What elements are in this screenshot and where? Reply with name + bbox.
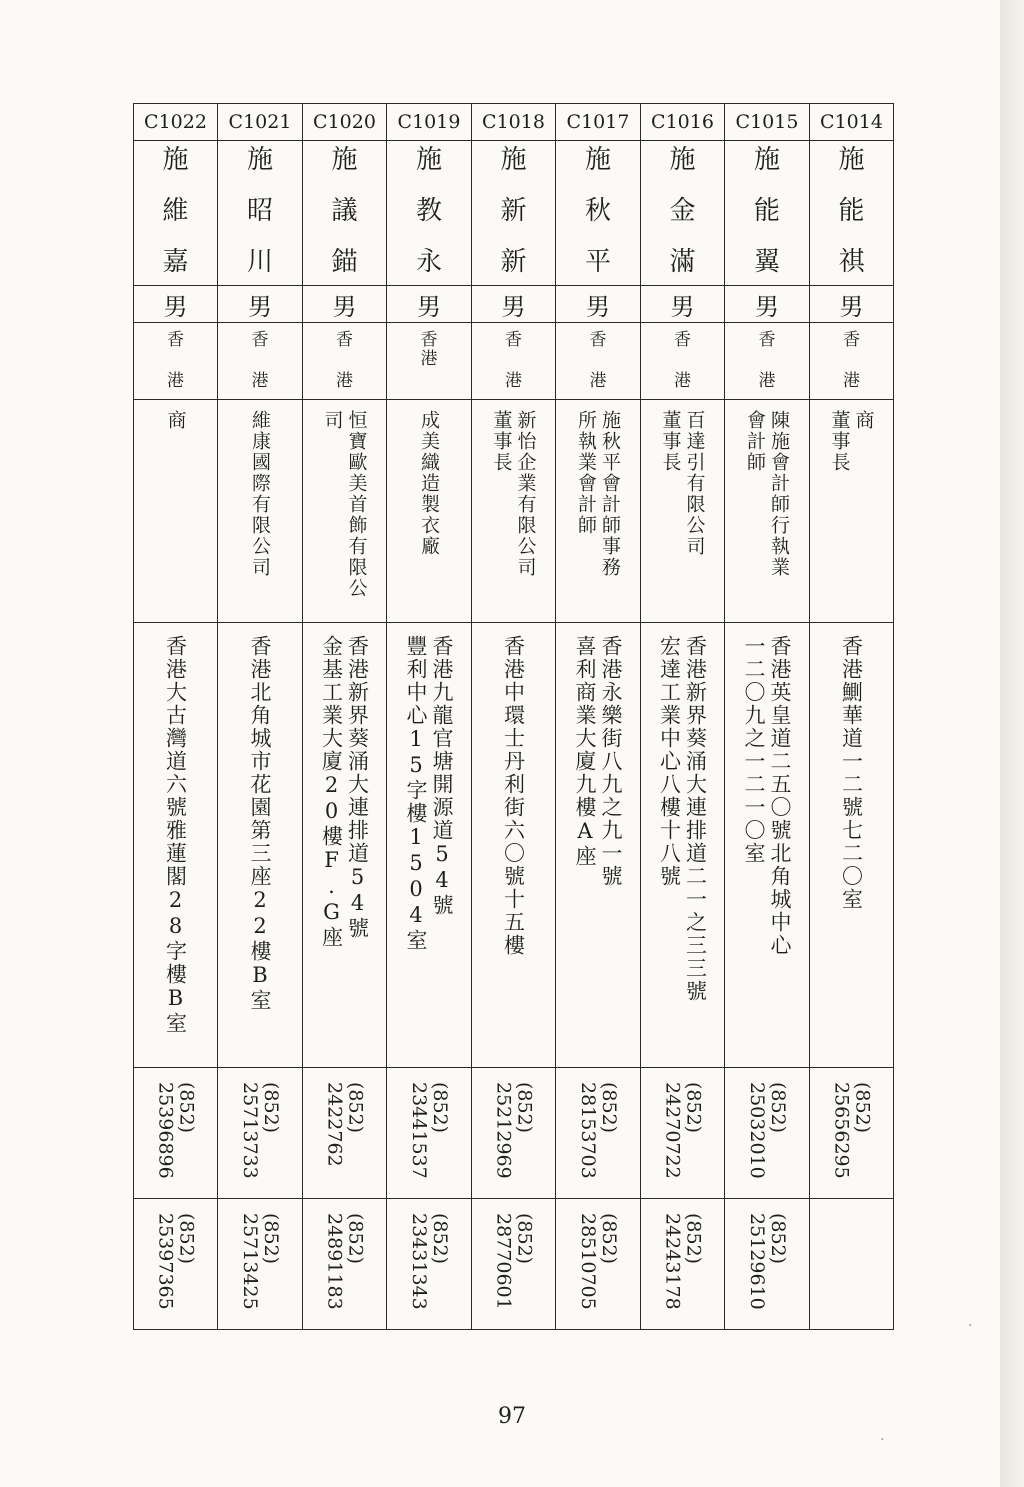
address-text: 香港九龍官塘開源道54號 豐利中心15字樓1504室: [404, 635, 454, 952]
character: 施: [753, 145, 780, 175]
name-text: [810, 141, 893, 277]
occupation-text: 百達引有限公司 董事長: [659, 410, 706, 557]
tel-cell: [725, 1068, 810, 1199]
fax-cell: [218, 1199, 303, 1330]
character: 施: [584, 145, 611, 175]
occupation-cell: [641, 400, 725, 623]
fax-cell: [472, 1199, 556, 1330]
character: 港: [758, 371, 776, 391]
name-text: [218, 141, 302, 277]
place-cell: [218, 323, 303, 400]
name-cell: [810, 141, 894, 286]
fax-text: (852) 25397365: [154, 1213, 198, 1310]
place-text: [218, 323, 302, 391]
address-text: 香港新界葵涌大連排道二一之三三號 宏達工業中心八樓十八號: [657, 635, 708, 1003]
code-cell: C1022: [134, 104, 218, 141]
character: 施: [415, 145, 442, 175]
name-row: [134, 141, 894, 286]
fax-text: (852) 28510705: [577, 1213, 620, 1310]
place-cell: [725, 323, 810, 400]
address-cell: [303, 623, 387, 1068]
character: 嘉: [162, 247, 189, 277]
character: 施: [162, 145, 189, 175]
occupation-text: 商 董事長: [828, 410, 875, 473]
fax-text: (852) 25713425: [239, 1213, 282, 1310]
place-cell: [641, 323, 725, 400]
occupation-cell: [810, 400, 894, 623]
character: 港: [505, 371, 522, 391]
place-cell: [810, 323, 894, 400]
occupation-text: 維康國際有限公司: [249, 410, 271, 578]
character: 川: [246, 247, 273, 277]
character: 香: [167, 330, 184, 350]
fax-cell: [641, 1199, 725, 1330]
name-text: [556, 141, 640, 277]
address-cell: [472, 623, 556, 1068]
place-cell: [387, 323, 472, 400]
fax-cell: [810, 1199, 894, 1330]
code-cell: C1021: [218, 104, 303, 141]
character: 新: [500, 247, 527, 277]
character: 施: [838, 145, 865, 175]
sex-cell: 男: [810, 286, 894, 323]
fax-text: (852) 23431343: [408, 1213, 451, 1310]
tel-cell: [303, 1068, 387, 1199]
place-text: [387, 323, 471, 391]
place-text: [810, 323, 893, 391]
character: 港: [420, 349, 438, 369]
address-cell: [810, 623, 894, 1068]
code-cell: C1019: [387, 104, 472, 141]
tel-text: (852) 28153703: [577, 1082, 620, 1179]
place-text: [556, 323, 640, 391]
name-cell: [387, 141, 472, 286]
character: 平: [584, 247, 611, 277]
code-cell: C1018: [472, 104, 556, 141]
tel-row: [134, 1068, 894, 1199]
occupation-text: 陳施會計師行執業 會計師: [744, 410, 790, 578]
character: 教: [415, 196, 442, 226]
sex-cell: 男: [641, 286, 725, 323]
tel-cell: [472, 1068, 556, 1199]
character: 維: [162, 196, 189, 226]
fax-text: (852) 28770601: [492, 1213, 536, 1310]
character: 永: [415, 247, 442, 277]
address-text: 香港鰂華道一二號七二〇室: [839, 635, 864, 911]
name-cell: [218, 141, 303, 286]
character: 金: [669, 196, 696, 226]
character: 能: [753, 196, 780, 226]
character: 香: [589, 330, 607, 350]
name-text: [134, 141, 217, 277]
name-cell: [303, 141, 387, 286]
occupation-cell: [725, 400, 810, 623]
page-number: 97: [498, 1404, 526, 1429]
occupation-text: 新怡企業有限公司 董事長: [490, 410, 537, 578]
scan-speck: ·: [880, 1432, 885, 1448]
address-text: 香港北角城市花園第三座22樓B室: [248, 635, 272, 1012]
tel-cell: [556, 1068, 641, 1199]
character: 施: [331, 145, 358, 175]
sex-cell: 男: [472, 286, 556, 323]
place-text: [725, 323, 809, 391]
sex-cell: 男: [387, 286, 472, 323]
occupation-cell: [218, 400, 303, 623]
fax-cell: [387, 1199, 472, 1330]
occupation-cell: [303, 400, 387, 623]
occupation-text: 成美織造製衣廠: [418, 410, 440, 557]
place-text: [641, 323, 724, 391]
code-cell: C1017: [556, 104, 641, 141]
character: 昭: [246, 196, 273, 226]
character: 香: [843, 330, 860, 350]
character: 香: [674, 330, 691, 350]
occupation-row: [134, 400, 894, 623]
character: 施: [500, 145, 527, 175]
address-cell: [134, 623, 218, 1068]
place-text: [134, 323, 217, 391]
tel-text: (852) 2422762: [323, 1082, 367, 1167]
character: 祺: [838, 247, 865, 277]
name-text: [387, 141, 471, 277]
fax-cell: [134, 1199, 218, 1330]
name-text: [303, 141, 386, 277]
sex-cell: 男: [556, 286, 641, 323]
occupation-text: 施秋平會計師事務 所執業會計師: [575, 410, 621, 578]
address-text: 香港永樂街八九之九一號 喜利商業大廈九樓A座: [573, 635, 623, 888]
tel-text: (852) 25396896: [154, 1082, 198, 1179]
address-cell: [641, 623, 725, 1068]
address-cell: [387, 623, 472, 1068]
sex-cell: 男: [134, 286, 218, 323]
address-text: 香港中環士丹利街六〇號十五樓: [501, 635, 526, 957]
character: 港: [589, 371, 607, 391]
name-text: [641, 141, 724, 277]
address-cell: [725, 623, 810, 1068]
address-cell: [556, 623, 641, 1068]
sex-cell: 男: [303, 286, 387, 323]
character: 錨: [331, 247, 358, 277]
character: 香: [251, 330, 269, 350]
character: 翼: [753, 247, 780, 277]
code-cell: C1015: [725, 104, 810, 141]
character: 香: [758, 330, 776, 350]
fax-text: (852) 25129610: [746, 1213, 789, 1310]
place-text: [472, 323, 555, 391]
name-cell: [134, 141, 218, 286]
scan-speck: ·: [968, 1318, 973, 1334]
tel-cell: [387, 1068, 472, 1199]
fax-cell: [725, 1199, 810, 1330]
tel-cell: [218, 1068, 303, 1199]
address-text: 香港大古灣道六號雅蓮閣28字樓B室: [163, 635, 188, 1035]
sex-cell: 男: [218, 286, 303, 323]
tel-text: (852) 25032010: [746, 1082, 789, 1179]
tel-cell: [134, 1068, 218, 1199]
name-cell: [556, 141, 641, 286]
occupation-text: 恒寶歐美首飾有限公 司: [321, 410, 368, 599]
character: 港: [336, 371, 353, 391]
character: 港: [843, 371, 860, 391]
place-cell: [472, 323, 556, 400]
tel-text: (852) 25713733: [239, 1082, 282, 1179]
occupation-cell: [472, 400, 556, 623]
member-table: [133, 103, 894, 1330]
fax-text: (852) 24243178: [661, 1213, 705, 1310]
fax-cell: [556, 1199, 641, 1330]
fax-text: (852) 24891183: [323, 1213, 367, 1310]
character: 能: [838, 196, 865, 226]
tel-cell: [810, 1068, 894, 1199]
occupation-text: 商: [164, 410, 187, 431]
address-text: 香港新界葵涌大連排道54號 金基工業大廈20樓F.G座: [319, 635, 370, 949]
character: 港: [251, 371, 269, 391]
place-row: [134, 323, 894, 400]
character: 施: [246, 145, 273, 175]
occupation-cell: [134, 400, 218, 623]
page-edge: [1000, 0, 1024, 1487]
place-cell: [303, 323, 387, 400]
name-cell: [472, 141, 556, 286]
tel-text: (852) 25212969: [492, 1082, 536, 1179]
code-cell: C1020: [303, 104, 387, 141]
tel-cell: [641, 1068, 725, 1199]
occupation-cell: [387, 400, 472, 623]
character: 港: [674, 371, 691, 391]
tel-text: (852) 24270722: [661, 1082, 705, 1179]
fax-row: [134, 1199, 894, 1330]
code-row: [134, 104, 894, 141]
place-cell: [134, 323, 218, 400]
name-cell: [641, 141, 725, 286]
character: 港: [167, 371, 184, 391]
place-text: [303, 323, 386, 391]
character: 秋: [584, 196, 611, 226]
tel-text: (852) 25656295: [830, 1082, 874, 1179]
character: 香: [336, 330, 353, 350]
character: 議: [331, 196, 358, 226]
occupation-cell: [556, 400, 641, 623]
address-text: 香港英皇道二五〇號北角城中心 一二〇九之一二一〇室: [742, 635, 792, 957]
name-cell: [725, 141, 810, 286]
address-row: [134, 623, 894, 1068]
tel-text: (852) 23441537: [408, 1082, 451, 1179]
fax-cell: [303, 1199, 387, 1330]
name-text: [725, 141, 809, 277]
character: 施: [669, 145, 696, 175]
character: 香: [420, 330, 438, 350]
address-cell: [218, 623, 303, 1068]
name-text: [472, 141, 555, 277]
character: 新: [500, 196, 527, 226]
code-cell: C1014: [810, 104, 894, 141]
character: 滿: [669, 247, 696, 277]
code-cell: C1016: [641, 104, 725, 141]
sex-cell: 男: [725, 286, 810, 323]
sex-row: [134, 286, 894, 323]
character: 香: [505, 330, 522, 350]
place-cell: [556, 323, 641, 400]
